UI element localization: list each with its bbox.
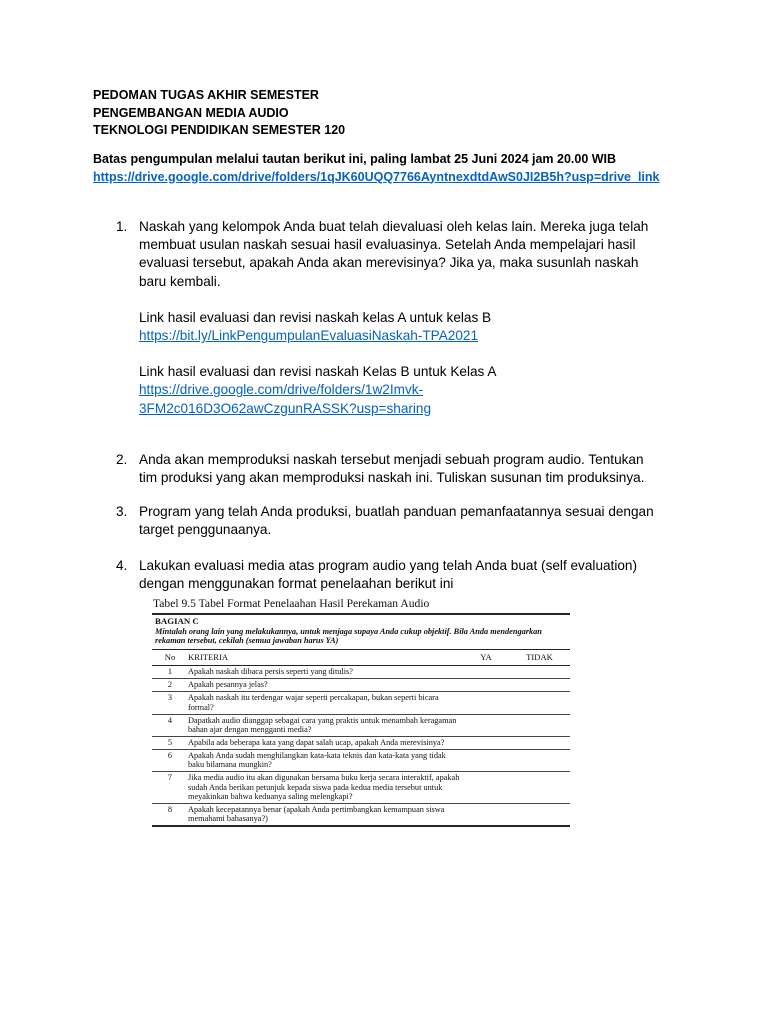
task-number: 4. (116, 558, 128, 573)
table-row (152, 714, 570, 736)
ya-cell (463, 736, 509, 749)
row-number: 4 (152, 714, 185, 736)
tidak-cell (509, 666, 570, 679)
task-text-line: target penggunaanya. (139, 522, 272, 538)
task-text-line: Program yang telah Anda produksi, buatlah panduan pemanfaatannya sesuai dengan (139, 504, 654, 519)
row-number: 5 (152, 736, 185, 749)
link-b-url-line-2[interactable]: 3FM2c016D3O62awCzgunRASSK?usp=sharing (139, 400, 432, 416)
table-row (152, 749, 570, 771)
ya-cell (463, 714, 509, 736)
ya-cell (463, 692, 509, 714)
row-criterion: Apakah pesannya jelas? (185, 679, 463, 692)
tidak-cell (509, 679, 570, 692)
table-row (152, 679, 570, 692)
deadline-section (93, 151, 659, 186)
col-ya: YA (463, 649, 509, 666)
task-item-3 (93, 503, 683, 539)
task-text-line: membuat usulan naskah sesuai hasil evaluasinya. Setelah Anda mempelajari hasil (139, 237, 636, 253)
task-text-line: baru kembali. (139, 273, 221, 289)
document-header (93, 87, 345, 140)
tidak-cell (509, 749, 570, 771)
section-title: BAGIAN C (155, 616, 199, 626)
table-column-header (152, 649, 570, 666)
table-row (152, 692, 570, 714)
col-kriteria: KRITERIA (185, 649, 463, 666)
deadline-text: Batas pengumpulan melalui tautan berikut ini, paling lambat 25 Juni 2024 jam 20.00 WIB (93, 152, 617, 166)
task-item-2 (93, 451, 683, 487)
header-line-2: PENGEMBANGAN MEDIA AUDIO (93, 105, 289, 120)
task-number: 3. (116, 504, 128, 519)
row-criterion: Apakah kecepatannya benar (apakah Anda pertimbangkan kemampuan siswa memahami bahasanya?) (185, 803, 463, 826)
table-section-header (152, 614, 570, 649)
tidak-cell (509, 692, 570, 714)
task-text-line: evaluasi tersebut, apakah Anda akan merevisinya? Jika ya, maka susunlah naskah (139, 255, 639, 271)
ya-cell (463, 679, 509, 692)
tidak-cell (509, 714, 570, 736)
table-row (152, 666, 570, 679)
table-row (152, 771, 570, 803)
task-item-1 (93, 218, 683, 418)
header-line-1: PEDOMAN TUGAS AKHIR SEMESTER (93, 88, 319, 102)
row-criterion: Jika media audio itu akan digunakan bersama buku kerja secara interaktif, apakah sudah Anda berikan petunjuk kepada siswa pada kedua media tersebut untuk meyakinkan bahwa keduanya saling melengkapi? (185, 771, 463, 803)
row-criterion: Apabila ada beberapa kata yang dapat salah ucap, apakah Anda merevisinya? (185, 736, 463, 749)
row-criterion: Apakah naskah dibaca persis seperti yang ditulis? (185, 666, 463, 679)
tidak-cell (509, 803, 570, 826)
task-text-line: dengan menggunakan format penelaahan berikut ini (139, 576, 454, 592)
task-text-line: Anda akan memproduksi naskah tersebut menjadi sebuah program audio. Tentukan (139, 452, 644, 467)
tidak-cell (509, 736, 570, 749)
col-tidak: TIDAK (509, 649, 570, 666)
table-row (152, 736, 570, 749)
link-b-url-line-1[interactable]: https://drive.google.com/drive/folders/1w2Imvk- (139, 382, 424, 398)
task-item-4 (93, 557, 683, 593)
table-row (152, 803, 570, 826)
section-instruction: Mintalah orang lain yang melakukannya, untuk menjaga supaya Anda cukup objektif. Bila Anda mendengarkan rekaman tersebut, cekilah (semua jawaban harus YA) (155, 626, 542, 646)
row-number: 1 (152, 666, 185, 679)
col-no: No (152, 649, 185, 666)
ya-cell (463, 749, 509, 771)
row-criterion: Apakah naskah itu terdengar wajar seperti percakapan, bukan seperti bicara formal? (185, 692, 463, 714)
task-text-line: Naskah yang kelompok Anda buat telah dievaluasi oleh kelas lain. Mereka juga telah (139, 219, 649, 234)
task-number: 2. (116, 452, 128, 467)
tidak-cell (509, 771, 570, 803)
deadline-drive-link[interactable]: https://drive.google.com/drive/folders/1qJK60UQQ7766AyntnexdtdAwS0JI2B5h?usp=drive_link (93, 169, 660, 184)
row-criterion: Dapatkah audio dianggap sebagai cara yang praktis untuk menambah keragaman bahan ajar dengan mengganti media? (185, 714, 463, 736)
evaluation-table (152, 613, 570, 827)
ya-cell (463, 666, 509, 679)
evaluation-table-figure (152, 597, 570, 827)
row-criterion: Apakah Anda sudah menghilangkan kata-kata teknis dan kata-kata yang tidak baku bilamana mungkin? (185, 749, 463, 771)
row-number: 3 (152, 692, 185, 714)
task-text-line: Lakukan evaluasi media atas program audio yang telah Anda buat (self evaluation) (139, 558, 638, 573)
row-number: 7 (152, 771, 185, 803)
table-caption: Tabel 9.5 Tabel Format Penelaahan Hasil Perekaman Audio (153, 597, 430, 610)
task-number: 1. (116, 219, 128, 234)
row-number: 6 (152, 749, 185, 771)
task-text-line: tim produksi yang akan memproduksi naskah ini. Tuliskan susunan tim produksinya. (139, 470, 645, 486)
link-a-url[interactable]: https://bit.ly/LinkPengumpulanEvaluasiNaskah-TPA2021 (139, 328, 479, 344)
link-b-label: Link hasil evaluasi dan revisi naskah Kelas B untuk Kelas A (139, 364, 497, 380)
ya-cell (463, 803, 509, 826)
header-line-3: TEKNOLOGI PENDIDIKAN SEMESTER 120 (93, 123, 346, 137)
link-a-label: Link hasil evaluasi dan revisi naskah kelas A untuk kelas B (139, 309, 492, 325)
row-number: 8 (152, 803, 185, 826)
row-number: 2 (152, 679, 185, 692)
ya-cell (463, 771, 509, 803)
